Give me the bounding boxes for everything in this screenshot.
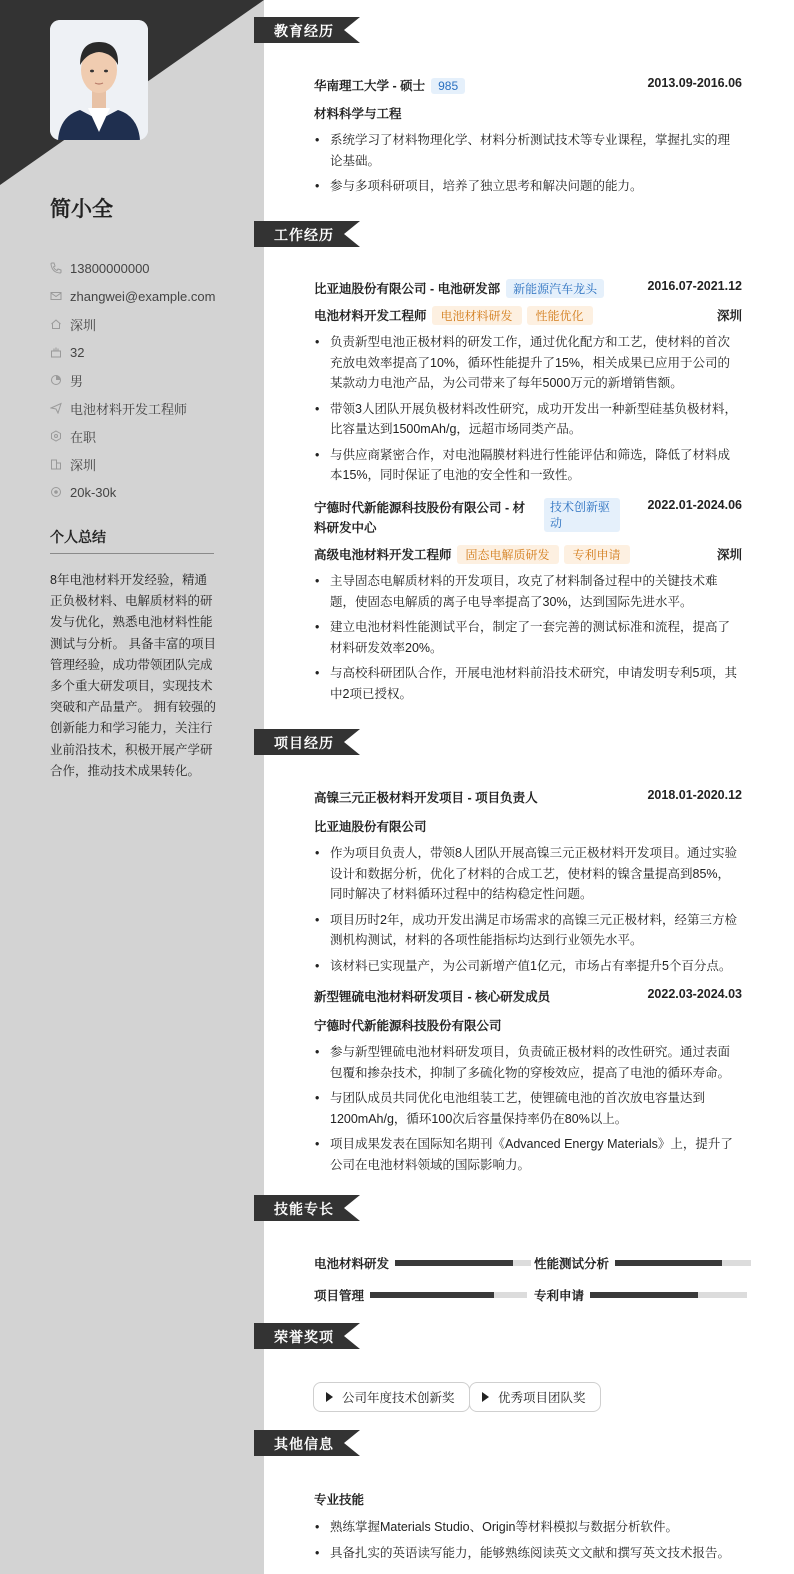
list-item: • 主导固态电解质材料的开发项目，攻克了材料制备过程中的关键技术难题，使固态电解质的离子电导率提高了30%，达到国际先进水平。 [314,571,742,612]
home-icon [50,318,62,330]
section-header-awards: 荣誉奖项 [254,1323,360,1349]
info-age: 32 [50,338,250,366]
skill-bar-fill [395,1260,513,1266]
main-content [264,0,794,1574]
project-bullets [314,1042,742,1175]
list-item: • 项目历时2年，成功开发出满足市场需求的高镍三元正极材料，经第三方检测机构测试，材料的各项性能指标均达到行业领先水平。 [314,910,742,951]
other-info [314,1490,742,1568]
skill-name: 性能测试分析 [534,1257,610,1271]
avatar [50,20,148,140]
list-item: • 系统学习了材料物理化学、材料分析测试技术等专业课程，掌握扎实的理论基础。 [314,130,742,171]
info-hometown: 深圳 [50,310,250,338]
project-date: 2022.03-2024.03 [647,987,742,1001]
info-status: 在职 [50,422,250,450]
skill-bar [395,1260,531,1266]
job-role: 高级电池材料开发工程师 [314,548,452,562]
list-item: • 熟练掌握Materials Studio、Origin等材料模拟与数据分析软件。 [314,1517,742,1538]
list-item: • 具备扎实的英语读写能力，能够熟练阅读英文文献和撰写英文技术报告。 [314,1543,742,1564]
work-city: 深圳 [716,548,742,562]
list-item: • 作为项目负责人，带领8人团队开展高镍三元正极材料开发项目。通过实验设计和数据分析，优化了材料的合成工艺，使材料的镍含量提高到85%，同时解决了材料循环过程中的结构稳定性问题。 [314,843,742,905]
play-icon [326,1392,333,1402]
skill-name: 项目管理 [314,1289,365,1303]
list-item: • 参与新型锂硫电池材料研发项目，负责硫正极材料的改性研究。通过表面包覆和掺杂技术，抑制了多硫化物的穿梭效应，提高了电池的循环寿命。 [314,1042,742,1083]
project-title: 新型锂硫电池材料研发项目 - 核心研发成员 [314,990,551,1004]
info-gender: 男 [50,366,250,394]
job-icon [50,402,62,414]
project-org: 比亚迪股份有限公司 [314,820,427,834]
education-major: 材料科学与工程 [314,107,402,121]
list-item: • 建立电池材料性能测试平台，制定了一套完善的测试标准和流程，提高了材料研发效率20%。 [314,617,742,658]
other-title: 专业技能 [314,1493,365,1507]
section-header-education: 教育经历 [254,17,360,43]
role-tag: 专利申请 [564,545,630,564]
section-header-other: 其他信息 [254,1430,360,1456]
play-icon [482,1392,489,1402]
info-salary: 20k-30k [50,478,250,506]
other-bullets [314,1517,742,1563]
city-icon [50,458,62,470]
summary-title: 个人总结 [50,529,106,545]
info-job: 电池材料开发工程师 [50,394,250,422]
work-date: 2022.01-2024.06 [647,498,742,512]
project-entry [314,788,742,981]
list-item: • 负责新型电池正极材料的研发工作，通过优化配方和工艺，使材料的首次充放电效率提高了10%，循环性能提升了15%，相关成果已应用于公司的某款动力电池产品，为公司带来了每年5000万元的新增销售额。 [314,332,742,394]
award-chip: 公司年度技术创新奖 [313,1382,470,1412]
list-item: • 与团队成员共同优化电池组装工艺，使锂硫电池的首次放电容量达到1200mAh/g，循环100次后容量保持率仍在80%以上。 [314,1088,742,1129]
list-item: • 参与多项科研项目，培养了独立思考和解决问题的能力。 [314,176,742,197]
company-name: 比亚迪股份有限公司 - 电池研发部 [314,282,501,296]
role-tag: 性能优化 [527,306,593,325]
status-icon [50,430,62,442]
role-tag: 固态电解质研发 [457,545,559,564]
work-bullets [314,571,742,704]
role-tag: 电池材料研发 [432,306,522,325]
phone-icon [50,262,62,274]
summary-text: 8年电池材料开发经验，精通正负极材料、电解质材料的研发与优化，熟悉电池材料性能测试与分析。 具备丰富的项目管理经验，成功带领团队完成多个重大研发项目，实现技术突破和产品量产。 拥有较强的创新能力和学习能力，关注行业前沿技术，积极开展产学研合作，推动技术成果转化。 [50,573,216,778]
education-bullets [314,130,742,197]
section-header-work: 工作经历 [254,221,360,247]
contact-info-list [50,254,250,506]
project-org: 宁德时代新能源科技股份有限公司 [314,1019,502,1033]
skill-bar-fill [590,1292,698,1298]
work-entry [314,279,742,491]
work-date: 2016.07-2021.12 [647,279,742,293]
work-bullets [314,332,742,486]
section-header-project: 项目经历 [254,729,360,755]
info-email: zhangwei@example.com [50,282,250,310]
skill-bar-fill [370,1292,494,1298]
school-name: 华南理工大学 - 硕士 [314,79,426,93]
work-entry [314,498,742,709]
work-city: 深圳 [716,309,742,323]
skill-name: 电池材料研发 [314,1257,390,1271]
info-city: 深圳 [50,450,250,478]
project-entry [314,987,742,1180]
company-tag: 技术创新驱动 [544,498,620,532]
education-date: 2013.09-2016.06 [647,76,742,90]
skill-item [534,1286,747,1304]
skill-bar [615,1260,751,1266]
gender-icon [50,374,62,386]
skill-bar [590,1292,747,1298]
company-name: 宁德时代新能源科技股份有限公司 - 材料研发中心 [314,501,526,535]
candidate-name: 简小全 [50,198,113,221]
education-entry [314,76,742,202]
info-phone: 13800000000 [50,254,250,282]
skill-bar [370,1292,527,1298]
list-item: • 项目成果发表在国际知名期刊《Advanced Energy Materials》上，提升了公司在电池材料领域的国际影响力。 [314,1134,742,1175]
project-title: 高镍三元正极材料开发项目 - 项目负责人 [314,791,538,805]
job-role: 电池材料开发工程师 [314,309,427,323]
project-date: 2018.01-2020.12 [647,788,742,802]
skill-item [314,1286,527,1304]
award-chip: 优秀项目团队奖 [469,1382,601,1412]
school-tag: 985 [431,78,465,94]
skill-item [314,1254,531,1272]
list-item: • 与高校科研团队合作，开展电池材料前沿技术研究，申请发明专利5项，其中2项已授权。 [314,663,742,704]
skill-item [534,1254,751,1272]
mail-icon [50,290,62,302]
company-tag: 新能源汽车龙头 [506,279,604,298]
skill-name: 专利申请 [534,1289,585,1303]
section-header-skills: 技能专长 [254,1195,360,1221]
list-item: • 该材料已实现量产，为公司新增产值1亿元，市场占有率提升5个百分点。 [314,956,742,977]
salary-icon [50,486,62,498]
list-item: • 带领3人团队开展负极材料改性研究，成功开发出一种新型硅基负极材料，比容量达到1500mAh/g，远超市场同类产品。 [314,399,742,440]
project-bullets [314,843,742,976]
list-item: • 与供应商紧密合作，对电池隔膜材料进行性能评估和筛选，降低了材料成本15%，同时保证了电池的安全性和一致性。 [314,445,742,486]
skill-bar-fill [615,1260,722,1266]
sidebar [0,0,264,1574]
age-icon [50,346,62,358]
summary-divider [50,553,214,554]
